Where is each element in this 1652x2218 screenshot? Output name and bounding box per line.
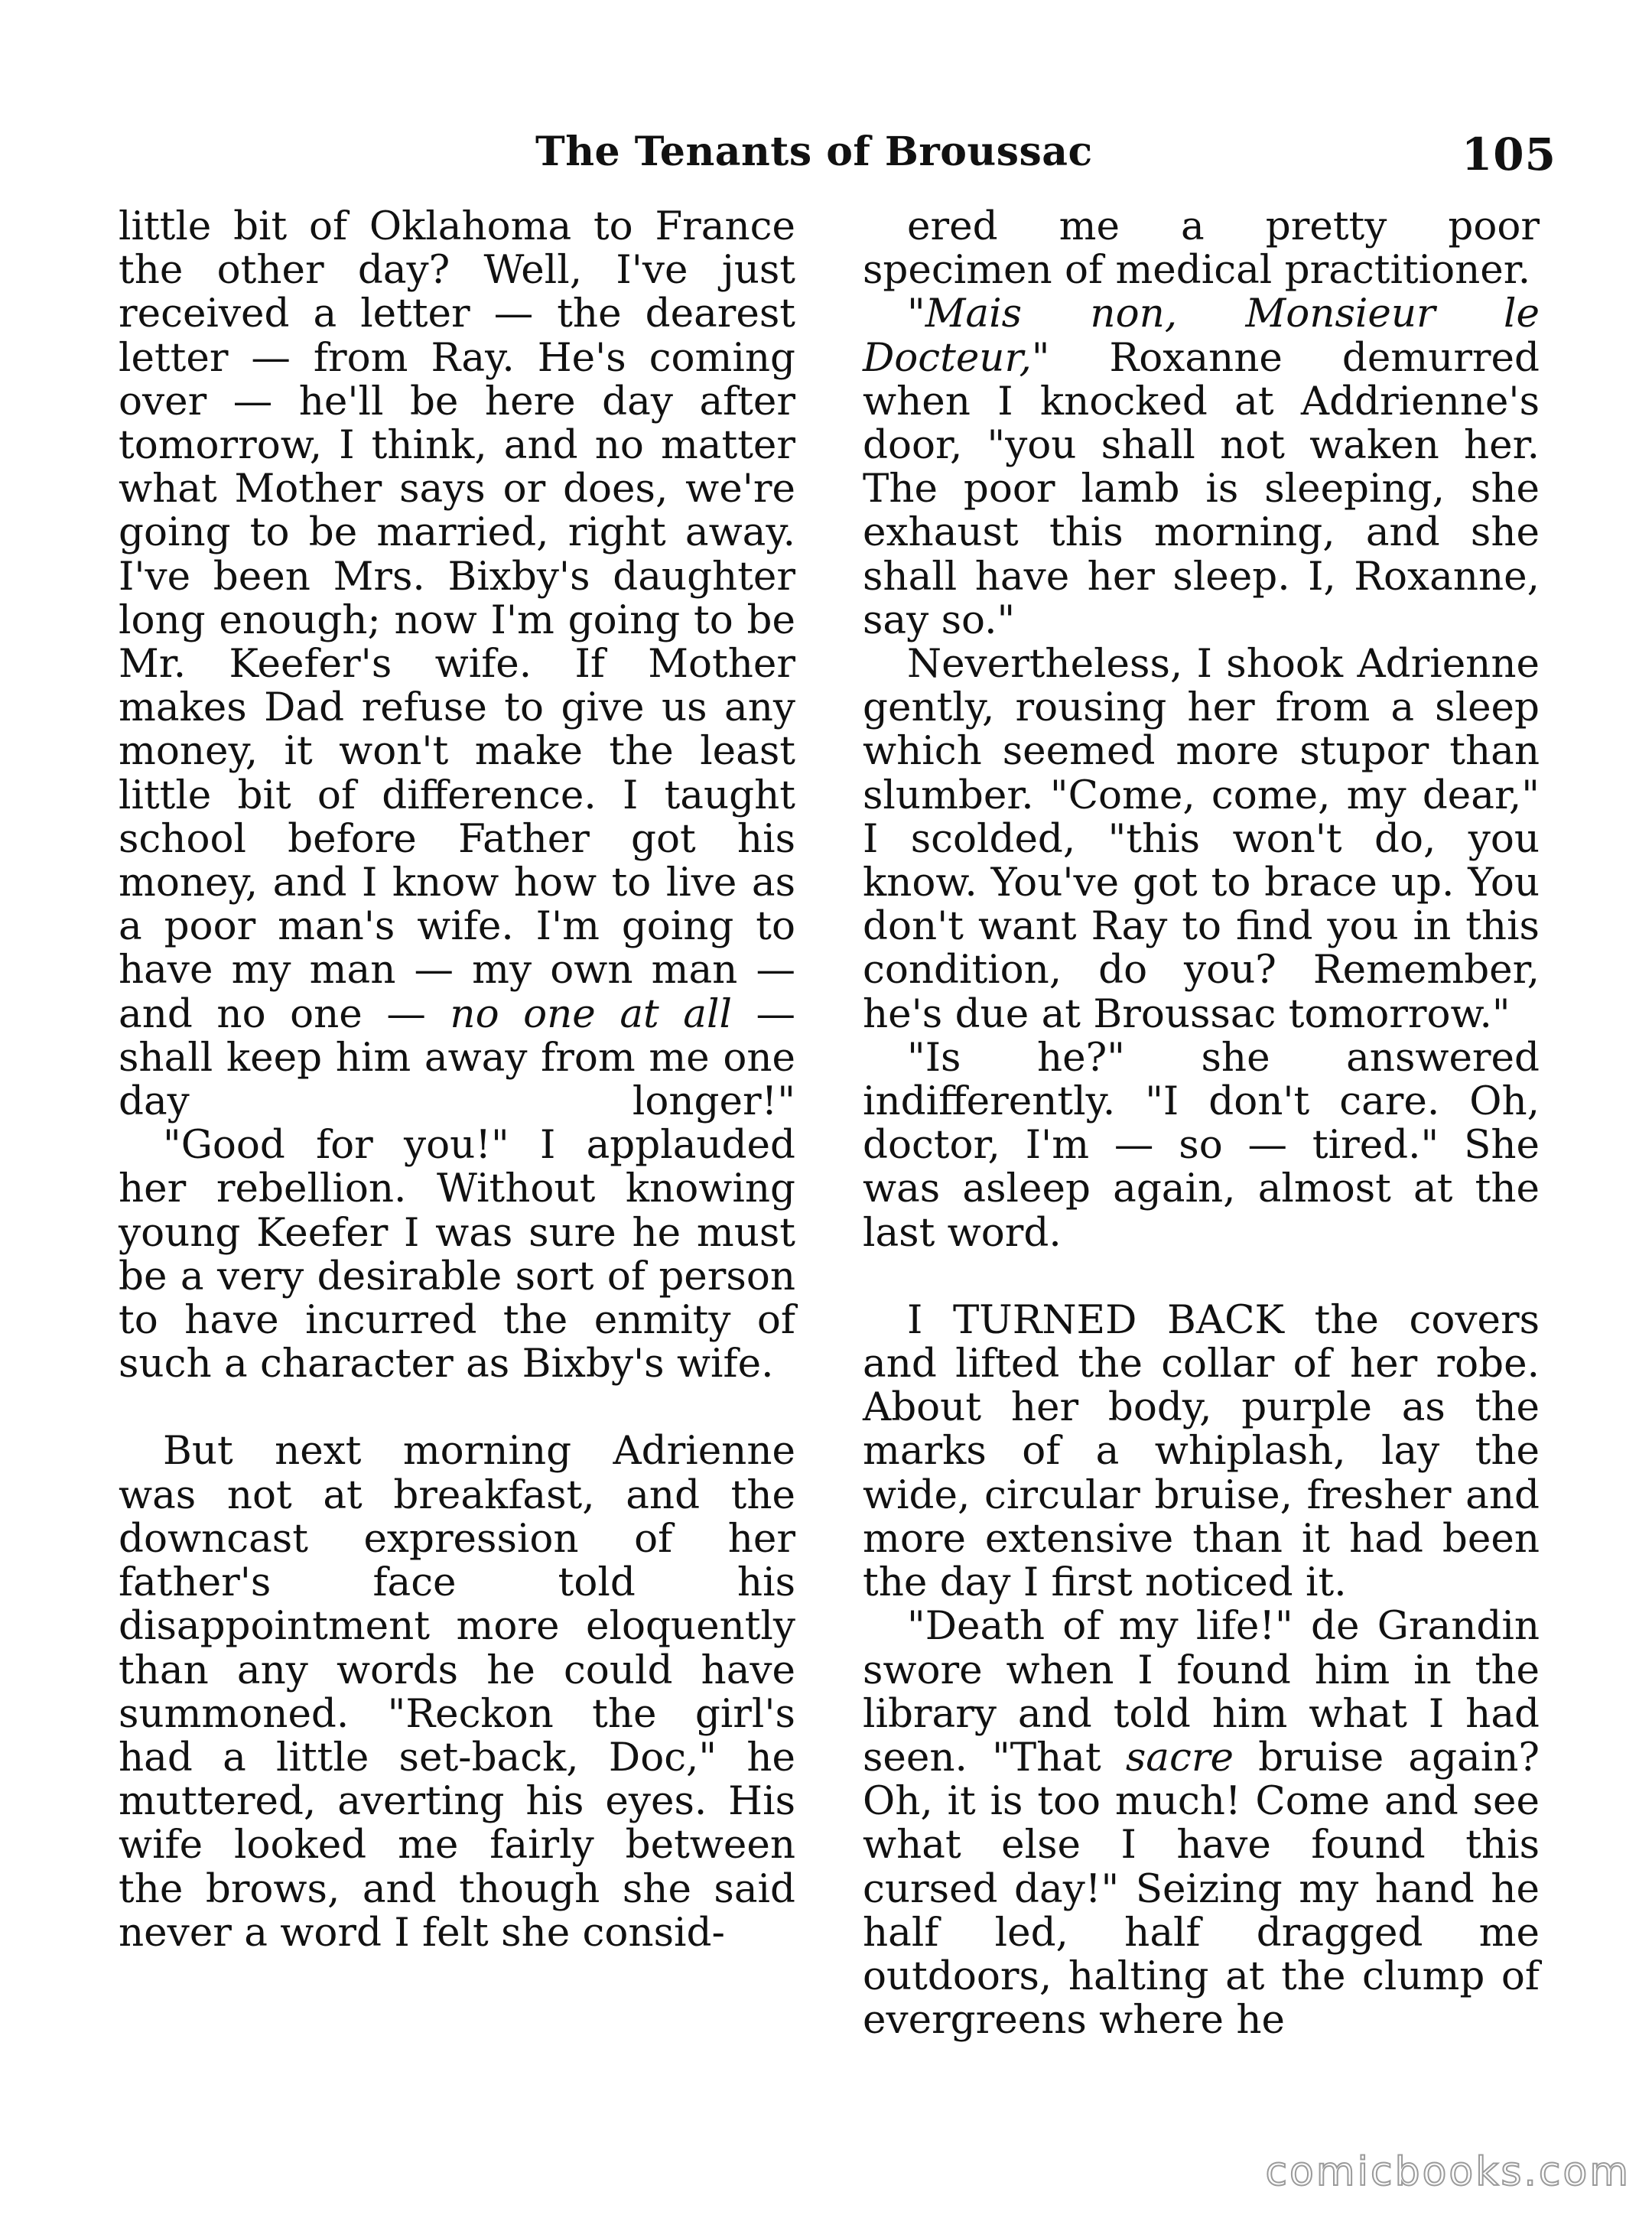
paragraph: "Good for you!" I applauded her rebellion. Without knowing young Keefer I was sure he must be a very desirable sort of person to have incurred the enmity of such a character as Bixby's wife. xyxy=(119,1122,795,1387)
paragraph: But next morning Adrienne was not at breakfast, and the downcast expression of her father's face told his disappointment more eloquently than any words he could have summoned. "Reckon the girl's had a little set-back, Doc," he muttered, averting his eyes. His wife looked me fairly between the brows, and though she said never a word I felt she consid- xyxy=(119,1428,795,1956)
paragraph-text: — shall keep him away from me one day longer!" xyxy=(119,990,796,1125)
paragraph: I TURNED BACK the covers and lifted the collar of her robe. About her body, purple as the marks of a whiplash, lay the wide, circular bruise, fresher and more extensive than it had been the day I first noticed it. xyxy=(863,1296,1540,1606)
paragraph-text: "Death of my life!" de Grandin swore when I found him in the library and told him what I had seen. "That xyxy=(863,1603,1540,1781)
italic-text: no one at all xyxy=(450,990,732,1037)
watermark: comicbooks.com xyxy=(1265,2149,1631,2195)
running-header xyxy=(535,128,1556,182)
left-column xyxy=(119,205,795,1955)
paragraph: "Is he?" she answered indifferently. "I don't care. Oh, doctor, I'm — so — tired." She was asleep again, almost at the last word. xyxy=(863,1034,1540,1256)
paragraph xyxy=(863,292,1540,642)
page-number: 105 xyxy=(1461,128,1556,180)
paragraph xyxy=(863,1605,1540,2042)
paragraph: ered me a pretty poor specimen of medical practitioner. xyxy=(863,203,1540,294)
paragraph-text: little bit of Oklahoma to France the other day? Well, I've just received a letter — the dearest letter — from Ray. He's coming over — he'll be here day after tomorrow, I think, and no matter what Mother says or does, we're going to be married, right away. I've been Mrs. Bixby's daughter long enough; now I'm going to be Mr. Keefer's wife. If Mother makes Dad refuse to give us any money, it won't make the least little bit of difference. I taught school before Father got his money, and I know how to live as a poor man's wife. I'm going to have my man — my own man — and no one — xyxy=(119,203,795,1037)
paragraph-text: bruise again? Oh, it is too much! Come and see what else I have found this cursed day!" Seizing my hand he half led, half dragged me outdoors, halting at the clump of evergreens where he xyxy=(863,1734,1540,2044)
italic-text: "Mais non, Monsieur le Docteur," xyxy=(863,291,1540,381)
paragraph: Nevertheless, I shook Adrienne gently, rousing her from a sleep which seemed more stupor than slumber. "Come, come, my dear," I scolded, "this won't do, you know. You've got to brace up. You don't want Ray to find you in this condition, do you? Remember, he's due at Broussac tomorrow." xyxy=(863,641,1540,1037)
running-title: The Tenants of Broussac xyxy=(535,128,1093,175)
right-column xyxy=(863,205,1540,2042)
paragraph-text: Roxanne demurred when I knocked at Addrienne's door, "you shall not waken her. The poor lamb is sleeping, she exhaust this morning, and she shall have her sleep. I, Roxanne, say so." xyxy=(863,334,1540,643)
paragraph xyxy=(119,205,795,1124)
italic-text: sacre xyxy=(1125,1734,1234,1781)
